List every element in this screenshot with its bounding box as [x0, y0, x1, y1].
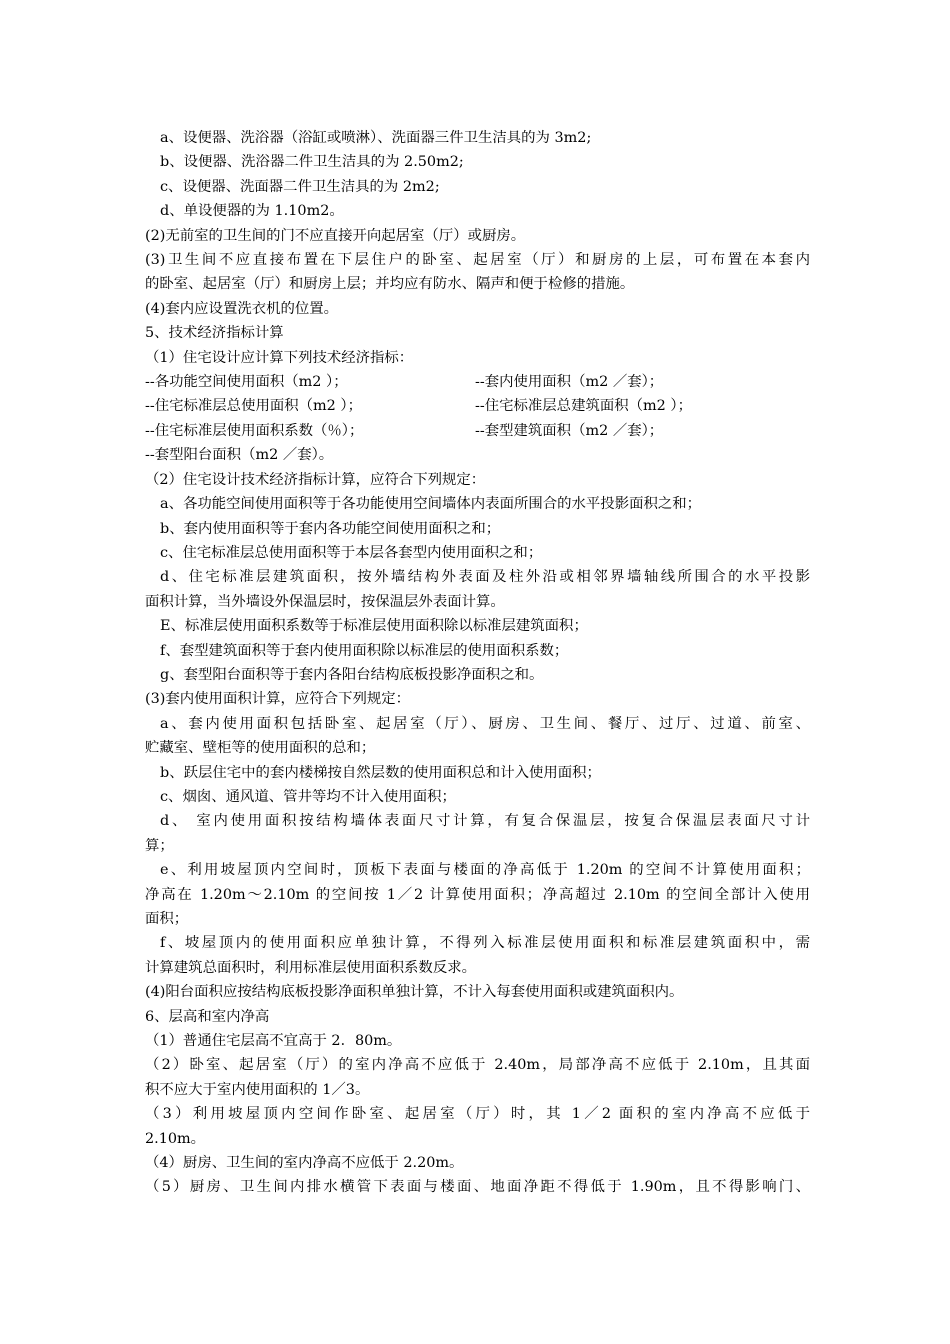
text-line: 净高在 1.20m～2.10m 的空间按 1／2 计算使用面积；净高超过 2.10m 的空间全部计入使用	[145, 886, 810, 903]
indicator-right: --套内使用面积（m2 ／套）；	[475, 374, 664, 391]
indicator-left: --各功能空间使用面积（m2 ）；	[145, 374, 348, 391]
text-line: （5）厨房、卫生间内排水横管下表面与楼面、地面净距不得低于 1.90m，且不得影响门、	[145, 1179, 810, 1196]
text-line: 面积；	[145, 911, 189, 927]
indicator-left: --住宅标准层总使用面积（m2 ）；	[145, 398, 362, 415]
text-line: （2）住宅设计技术经济指标计算，应符合下列规定：	[145, 471, 486, 488]
text-line: （1）住宅设计应计算下列技术经济指标：	[145, 349, 414, 366]
text-line: 积不应大于室内使用面积的 1／3。	[145, 1081, 370, 1098]
text-line: (2)无前室的卫生间的门不应直接开向起居室（厅）或厨房。	[145, 227, 526, 244]
document-body	[145, 126, 810, 1200]
text-line: 6、层高和室内净高	[145, 1008, 270, 1025]
text-line: c、设便器、洗面器二件卫生洁具的为 2m2;	[160, 178, 440, 195]
text-line: a、设便器、洗浴器（浴缸或喷淋）、洗面器三件卫生洁具的为 3m2;	[160, 130, 592, 146]
text-line: （1）普通住宅层高不宜高于 2．80m。	[145, 1033, 402, 1050]
indicator-row	[145, 394, 810, 418]
text-line: b、设便器、洗浴器二件卫生洁具的为 2.50m2;	[160, 154, 464, 171]
text-line: d、住宅标准层建筑面积，按外墙结构外表面及柱外沿或相邻界墙轴线所围合的水平投影	[160, 569, 810, 586]
text-line: g、套型阳台面积等于套内各阳台结构底板投影净面积之和。	[160, 666, 544, 683]
text-line: b、套内使用面积等于套内各功能空间使用面积之和；	[160, 520, 501, 537]
indicator-right: --住宅标准层总建筑面积（m2 ）；	[475, 398, 692, 415]
text-line: f、套型建筑面积等于套内使用面积除以标准层的使用面积系数；	[160, 642, 569, 659]
text-line: e、利用坡屋顶内空间时，顶板下表面与楼面的净高低于 1.20m 的空间不计算使用面积；	[160, 862, 810, 879]
text-line: c、烟囱、通风道、管井等均不计入使用面积；	[160, 788, 456, 805]
text-line: d、单设便器的为 1.10m2。	[160, 203, 344, 220]
text-line: （4）厨房、卫生间的室内净高不应低于 2.20m。	[145, 1155, 464, 1172]
text-line: f、坡屋顶内的使用面积应单独计算，不得列入标准层使用面积和标准层建筑面积中，需	[160, 935, 810, 952]
indicator-row	[145, 370, 810, 394]
text-line: 计算建筑总面积时，利用标准层使用面积系数反求。	[145, 959, 476, 976]
text-line: d、 室内使用面积按结构墙体表面尺寸计算，有复合保温层，按复合保温层表面尺寸计	[160, 813, 810, 830]
text-line: 算；	[145, 837, 174, 854]
text-line: b、跃层住宅中的套内楼梯按自然层数的使用面积总和计入使用面积；	[160, 764, 601, 781]
text-line: （3）利用坡屋顶内空间作卧室、起居室（厅）时，其 1／2 面积的室内净高不应低于	[145, 1106, 810, 1123]
text-line: E、标准层使用面积系数等于标准层使用面积除以标准层建筑面积；	[160, 618, 588, 635]
text-line: (4)阳台面积应按结构底板投影净面积单独计算，不计入每套使用面积或建筑面积内。	[145, 984, 684, 1001]
text-line: --套型阳台面积（m2 ／套）。	[145, 447, 334, 464]
text-line: 面积计算，当外墙设外保温层时，按保温层外表面计算。	[145, 593, 505, 610]
indicator-left: --住宅标准层使用面积系数（％）；	[145, 422, 364, 439]
text-line: 5、技术经济指标计算	[145, 325, 284, 342]
text-line: a、套内使用面积包括卧室、起居室（厅）、厨房、卫生间、餐厅、过厅、过道、前室、	[160, 715, 810, 732]
text-line: 的卧室、起居室（厅）和厨房上层；并均应有防水、隔声和便于检修的措施。	[145, 276, 635, 293]
indicator-row	[145, 419, 810, 443]
text-line: 贮藏室、壁柜等的使用面积的总和；	[145, 740, 376, 757]
text-line: (3)卫生间不应直接布置在下层住户的卧室、起居室（厅）和厨房的上层，可布置在本套内	[145, 252, 810, 269]
indicator-right: --套型建筑面积（m2 ／套）；	[475, 422, 664, 439]
text-line: （2）卧室、起居室（厅）的室内净高不应低于 2.40m，局部净高不应低于 2.10m，且其面	[145, 1057, 810, 1074]
text-line: a、各功能空间使用面积等于各功能使用空间墙体内表面所围合的水平投影面积之和；	[160, 496, 702, 513]
text-line: (3)套内使用面积计算，应符合下列规定：	[145, 691, 411, 708]
text-line: (4)套内应设置洗衣机的位置。	[145, 300, 339, 317]
text-line: 2.10m。	[145, 1130, 206, 1147]
text-line: c、住宅标准层总使用面积等于本层各套型内使用面积之和；	[160, 544, 543, 561]
